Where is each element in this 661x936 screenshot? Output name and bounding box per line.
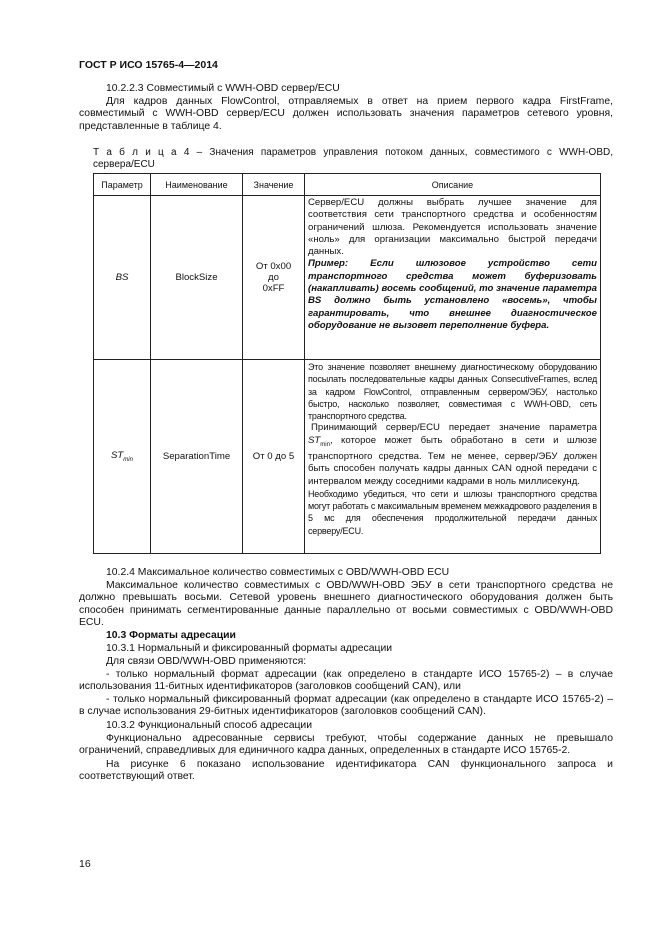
list-item-normal-addressing: - только нормальный формат адресации (как определено в стандарте ИСО 15765-2) – в случае использования 11-битных идентификаторов (заголовков сообщений CAN), или <box>79 669 613 693</box>
table-4-caption-cont: сервера/ECU <box>93 159 155 170</box>
value-bs-line3: 0xFF <box>262 283 285 294</box>
section-10-2-2-3-heading: 10.2.2.3 Совместимый с WWH-OBD сервер/ECU <box>106 83 340 94</box>
desc-stmin-p2-b: , которое может быть обработано в сети и шлюзе транспортного средства. Тем не менее, сервер/ЭБУ должен быть способен получать кадры данных CAN одной передачи с интервалом между соседними кадрами в ноль миллисекунд. <box>308 434 597 487</box>
cell-value-stmin: От 0 до 5 <box>243 360 305 554</box>
header-desc: Описание <box>305 174 601 196</box>
cell-param-bs: BS <box>94 196 151 360</box>
desc-stmin-p3: Необходимо убедиться, что сети и шлюзы транспортного средства могут работать с максимальным временем межкадрового разделения в 5 мс для обеспечения продолжительной передачи данных серверу/ECU. <box>308 488 597 536</box>
page-number: 16 <box>79 858 91 870</box>
table-row-stmin <box>94 360 601 554</box>
section-10-3-2-paragraph-2: На рисунке 6 показано использование идентификатора CAN функционального запроса и соответствующий ответ. <box>79 759 613 783</box>
section-10-3-2-paragraph-1: Функционально адресованные сервисы требуют, чтобы содержание данных не превышало ограничений, справедливых для единичного кадра данных, определенных в стандарте ИСО 15765-2. <box>79 733 613 757</box>
list-item-fixed-addressing: - только нормальный фиксированный формат адресации (как определено в стандарте ИСО 15765-2) – в случае использования 29-битных идентификаторов (заголовков сообщений CAN). <box>79 694 613 718</box>
section-10-3-1-intro: Для связи OBD/WWH-OBD применяются: <box>106 656 307 667</box>
desc-stmin-p2 <box>308 422 597 487</box>
desc-stmin-p1: Это значение позволяет внешнему диагностическому оборудованию посылать последовательные кадры данных ConsecutiveFrames, вслед за кадром FlowControl, отправленным сервером/ЭБУ, настолько быстро, насколько позволяет, совместимая с WWH-OBD, сеть транспортного средства. <box>308 362 597 422</box>
cell-desc-bs <box>305 196 601 360</box>
cell-name-blocksize: BlockSize <box>151 196 243 360</box>
section-10-3-heading: 10.3 Форматы адресации <box>106 630 236 641</box>
value-bs-line1: От 0x00 <box>255 261 292 272</box>
header-value: Значение <box>243 174 305 196</box>
param-st: ST <box>111 450 124 462</box>
table-header-row <box>94 174 601 196</box>
desc-stmin-p2-sub: min <box>320 441 330 448</box>
desc-stmin-p2-st: ST <box>308 434 321 446</box>
cell-param-stmin <box>94 360 151 554</box>
cell-name-separationtime: SeparationTime <box>151 360 243 554</box>
desc-bs-text: Сервер/ECU должны выбрать лучшее значение для соответствия сети транспортного средства и особенностям ограничений шлюза. Рекомендуется использовать значение «ноль» для организации максимально быстрой передачи данных. <box>308 197 597 258</box>
table-4 <box>93 173 601 554</box>
document-header: ГОСТ Р ИСО 15765-4—2014 <box>79 59 218 71</box>
cell-desc-stmin <box>305 360 601 554</box>
header-name: Наименование <box>151 174 243 196</box>
cell-value-bs <box>243 196 305 360</box>
desc-stmin-p2-a: Принимающий сервер/ECU передает значение параметра <box>311 422 597 434</box>
value-bs-line2: до <box>268 272 279 283</box>
section-10-2-4-paragraph: Максимальное количество совместимых с OBD/WWH-OBD ЭБУ в сети транспортного средства не должно превышать восьми. Сетевой уровень внешнего диагностического оборудования должен быть способен принимать сегментированные данные параллельно от восьми совместимых с OBD/WWH-OBD ECU. <box>79 580 613 629</box>
desc-bs-example: Пример: Если шлюзовое устройство сети транспортного средства может буферизовать (накапливать) восемь сообщений, то значение параметра BS должно быть установлено «восемь», чтобы гарантировать, что внешнее диагностическое оборудование не вызовет переполнение буфера. <box>308 258 597 331</box>
table-4-caption: Т а б л и ц а 4 – Значения параметров управления потоком данных, совместимого с WWH-OBD, <box>93 147 613 158</box>
section-10-2-4-heading: 10.2.4 Максимальное количество совместимых с OBD/WWH-OBD ECU <box>106 567 450 578</box>
header-param: Параметр <box>94 174 151 196</box>
param-st-sub: min <box>123 456 133 463</box>
table-row-bs <box>94 196 601 360</box>
section-10-2-2-3-paragraph: Для кадров данных FlowControl, отправляемых в ответ на прием первого кадра FirstFrame, совместимый с WWH-OBD сервер/ECU должен использовать значения параметров сетевого уровня, представленные в таблице 4. <box>79 96 613 132</box>
section-10-3-1-heading: 10.3.1 Нормальный и фиксированный форматы адресации <box>106 643 393 654</box>
section-10-3-2-heading: 10.3.2 Функциональный способ адресации <box>106 720 313 731</box>
